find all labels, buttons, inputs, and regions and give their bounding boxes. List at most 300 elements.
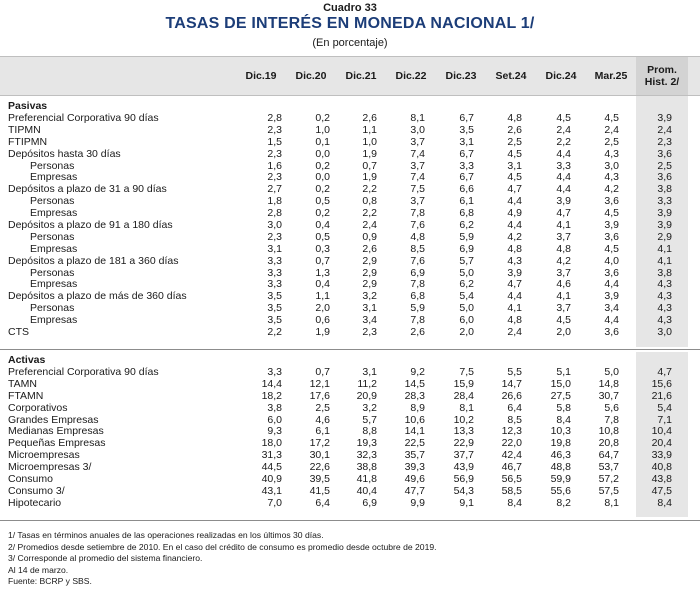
table-row: [0, 486, 700, 498]
cell-value: 1,5: [267, 135, 282, 148]
cell-value: 0,7: [315, 366, 330, 378]
row-label: Empresas: [30, 314, 78, 327]
row-label: Medianas Empresas: [8, 425, 104, 438]
row-label: Empresas: [30, 171, 78, 184]
cell-value: 8,8: [362, 425, 377, 438]
table-number: Cuadro 33: [323, 2, 377, 14]
row-label: Personas: [30, 230, 75, 243]
cell-prom-hist: 3,3: [657, 195, 672, 208]
cell-value: 4,0: [604, 254, 619, 267]
cell-value: 0,1: [315, 135, 330, 148]
cell-value: 4,7: [556, 207, 571, 220]
cell-value: 57,5: [598, 484, 619, 497]
cell-value: 3,7: [410, 159, 425, 172]
cell-value: 3,5: [267, 290, 282, 303]
cell-value: 17,6: [309, 389, 330, 402]
cell-value: 6,2: [459, 278, 474, 291]
cell-value: 41,8: [356, 473, 377, 486]
cell-value: 2,5: [604, 135, 619, 148]
cell-value: 44,5: [261, 461, 282, 474]
cell-value: 9,9: [410, 496, 425, 509]
cell-value: 6,1: [315, 425, 330, 438]
cell-prom-hist: 8,4: [657, 496, 672, 509]
cell-value: 2,3: [267, 230, 282, 243]
cell-value: 55,6: [550, 484, 571, 497]
row-label: Personas: [30, 195, 75, 208]
cell-value: 12,1: [309, 377, 330, 390]
cell-value: 6,7: [459, 171, 474, 184]
cell-value: 4,5: [556, 314, 571, 327]
cell-value: 3,6: [604, 195, 619, 208]
cell-value: 7,8: [410, 207, 425, 220]
cell-value: 10,8: [598, 425, 619, 438]
cell-value: 3,7: [556, 302, 571, 315]
cell-value: 2,4: [556, 123, 571, 136]
cell-value: 30,1: [309, 449, 330, 462]
cell-value: 6,4: [315, 496, 330, 509]
cell-value: 35,7: [404, 449, 425, 462]
cell-value: 4,2: [556, 254, 571, 267]
cell-value: 38,8: [356, 461, 377, 474]
cell-value: 8,9: [410, 401, 425, 414]
cell-value: 0,2: [315, 183, 330, 196]
cell-value: 7,5: [410, 183, 425, 196]
cell-value: 3,3: [556, 159, 571, 172]
cell-value: 22,5: [404, 437, 425, 450]
cell-value: 10,2: [453, 413, 474, 426]
cell-value: 4,3: [604, 147, 619, 160]
cell-value: 40,4: [356, 484, 377, 497]
table-row: [0, 450, 700, 462]
cell-value: 3,0: [267, 219, 282, 232]
cell-value: 1,9: [362, 171, 377, 184]
cell-value: 43,9: [453, 461, 474, 474]
cell-value: 56,5: [501, 473, 522, 486]
row-label: TIPMN: [8, 123, 41, 136]
column-header: Dic.19: [245, 70, 277, 82]
table-body-pasivas: [0, 113, 700, 339]
cell-value: 2,9: [362, 254, 377, 267]
cell-value: 22,0: [501, 437, 522, 450]
cell-prom-hist: 4,3: [657, 314, 672, 327]
row-label: Personas: [30, 159, 75, 172]
table-row: [0, 184, 700, 196]
row-label: FTAMN: [8, 389, 44, 402]
table-row: [0, 256, 700, 268]
row-label: Empresas: [30, 278, 78, 291]
cell-value: 6,0: [459, 314, 474, 327]
cell-value: 4,6: [315, 413, 330, 426]
cell-value: 5,0: [604, 366, 619, 378]
section-divider: [0, 349, 700, 350]
table-row: [0, 161, 700, 173]
column-header-row: [0, 56, 700, 96]
cell-prom-hist: 3,0: [657, 326, 672, 339]
cell-value: 1,0: [362, 135, 377, 148]
cell-value: 0,5: [315, 195, 330, 208]
cell-value: 5,7: [459, 254, 474, 267]
cell-value: 4,8: [556, 242, 571, 255]
cell-value: 4,5: [604, 207, 619, 220]
cell-value: 0,9: [362, 230, 377, 243]
cell-value: 7,0: [267, 496, 282, 509]
cell-prom-hist: 2,3: [657, 135, 672, 148]
footnotes: [8, 530, 437, 588]
cell-value: 18,2: [261, 389, 282, 402]
footnote: Fuente: BCRP y SBS.: [8, 576, 92, 587]
cell-value: 7,6: [410, 219, 425, 232]
cell-value: 4,2: [507, 230, 522, 243]
cell-value: 6,2: [459, 219, 474, 232]
cell-value: 46,3: [550, 449, 571, 462]
cell-value: 2,0: [459, 326, 474, 339]
cell-value: 3,1: [362, 366, 377, 378]
cell-value: 1,1: [362, 123, 377, 136]
table-row: [0, 379, 700, 391]
cell-value: 4,5: [507, 147, 522, 160]
cell-prom-hist: 3,9: [657, 207, 672, 220]
table-row: [0, 268, 700, 280]
cell-value: 3,1: [459, 135, 474, 148]
cell-value: 5,0: [459, 266, 474, 279]
cell-value: 2,4: [507, 326, 522, 339]
cell-prom-hist: 2,5: [657, 159, 672, 172]
row-label: TAMN: [8, 377, 37, 390]
cell-value: 2,2: [362, 183, 377, 196]
cell-value: 11,2: [357, 377, 377, 390]
section-title-activas: Activas: [8, 354, 46, 366]
cell-value: 26,6: [501, 389, 522, 402]
cell-value: 3,9: [556, 195, 571, 208]
cell-value: 4,3: [604, 171, 619, 184]
cell-value: 3,9: [604, 219, 619, 232]
cell-value: 4,8: [507, 112, 522, 124]
cell-value: 4,8: [410, 230, 425, 243]
cell-value: 4,7: [507, 278, 522, 291]
table-row: [0, 137, 700, 149]
cell-value: 58,5: [501, 484, 522, 497]
footnote: 2/ Promedios desde setiembre de 2010. En el caso del crédito de consumo es promedio desde octubre de 2019.: [8, 541, 437, 552]
cell-value: 15,9: [453, 377, 474, 390]
cell-value: 4,5: [604, 242, 619, 255]
column-header: Set.24: [495, 70, 527, 82]
cell-value: 41,5: [309, 484, 330, 497]
column-header: Dic.24: [545, 70, 577, 82]
table-row: [0, 244, 700, 256]
cell-value: 4,5: [556, 112, 571, 124]
cell-value: 3,1: [507, 159, 522, 172]
cell-value: 0,7: [362, 159, 377, 172]
prom-header-line2: Hist. 2/: [644, 76, 680, 88]
cell-value: 3,6: [604, 230, 619, 243]
cell-value: 2,0: [556, 326, 571, 339]
cell-value: 0,3: [315, 242, 330, 255]
table-row: [0, 462, 700, 474]
cell-value: 17,2: [309, 437, 330, 450]
cell-value: 4,9: [507, 207, 522, 220]
row-label: Hipotecario: [8, 496, 62, 509]
cell-prom-hist: 43,8: [651, 473, 672, 486]
cell-prom-hist: 47,5: [651, 484, 672, 497]
cell-value: 3,5: [267, 302, 282, 315]
table-row: [0, 367, 700, 379]
cell-value: 14,5: [404, 377, 425, 390]
cell-value: 3,3: [267, 254, 282, 267]
table-row: [0, 232, 700, 244]
cell-value: 2,3: [362, 326, 377, 339]
cell-value: 2,5: [507, 135, 522, 148]
cell-value: 6,8: [459, 207, 474, 220]
cell-value: 5,6: [604, 401, 619, 414]
cell-value: 4,5: [604, 112, 619, 124]
cell-value: 2,6: [362, 112, 377, 124]
cell-prom-hist: 2,9: [657, 230, 672, 243]
cell-value: 28,3: [404, 389, 425, 402]
page-title: TASAS DE INTERÉS EN MONEDA NACIONAL 1/: [165, 15, 535, 32]
column-header: Dic.21: [345, 70, 377, 82]
row-label: Empresas: [30, 207, 78, 220]
cell-value: 4,4: [556, 147, 571, 160]
cell-value: 6,6: [459, 183, 474, 196]
cell-prom-hist: 3,9: [657, 112, 672, 124]
row-label: Consumo 3/: [8, 484, 65, 497]
cell-value: 54,3: [453, 484, 474, 497]
cell-value: 0,5: [315, 230, 330, 243]
cell-value: 8,2: [556, 496, 571, 509]
section-title-pasivas: Pasivas: [8, 100, 48, 112]
cell-prom-hist: 20,4: [651, 437, 672, 450]
cell-value: 9,1: [459, 496, 474, 509]
row-label: Corporativos: [8, 401, 68, 414]
cell-value: 14,8: [598, 377, 619, 390]
row-label: FTIPMN: [8, 135, 48, 148]
cell-value: 2,3: [267, 147, 282, 160]
cell-value: 2,6: [410, 326, 425, 339]
cell-value: 18,0: [261, 437, 282, 450]
cell-value: 57,2: [598, 473, 619, 486]
cell-value: 2,0: [315, 302, 330, 315]
cell-value: 28,4: [453, 389, 474, 402]
cell-value: 6,4: [507, 401, 522, 414]
cell-value: 3,2: [362, 290, 377, 303]
cell-value: 4,4: [556, 171, 571, 184]
cell-value: 3,6: [604, 266, 619, 279]
cell-value: 7,8: [410, 314, 425, 327]
cell-value: 10,3: [550, 425, 571, 438]
row-label: Preferencial Corporativa 90 días: [8, 366, 159, 378]
page-subtitle: (En porcentaje): [312, 37, 388, 49]
cell-prom-hist: 10,4: [651, 425, 672, 438]
cell-value: 6,7: [459, 147, 474, 160]
cell-value: 40,9: [261, 473, 282, 486]
cell-value: 2,7: [267, 183, 282, 196]
cell-value: 3,7: [410, 135, 425, 148]
cell-value: 22,9: [453, 437, 474, 450]
cell-value: 8,1: [459, 401, 474, 414]
cell-value: 0,0: [315, 147, 330, 160]
table-row: [0, 426, 700, 438]
cell-prom-hist: 4,3: [657, 290, 672, 303]
row-label: Preferencial Corporativa 90 días: [8, 112, 159, 124]
cell-value: 3,1: [362, 302, 377, 315]
cell-value: 0,8: [362, 195, 377, 208]
cell-value: 4,2: [604, 183, 619, 196]
cell-value: 4,4: [507, 290, 522, 303]
table-row: [0, 315, 700, 327]
cell-value: 32,3: [356, 449, 377, 462]
table-bottom-border: [0, 520, 700, 521]
column-header: Mar.25: [594, 70, 628, 82]
cell-value: 3,3: [267, 278, 282, 291]
row-label: Depósitos a plazo de más de 360 días: [8, 290, 187, 303]
cell-value: 0,6: [315, 314, 330, 327]
table-row: [0, 391, 700, 403]
table-body-activas: [0, 367, 700, 510]
cell-prom-hist: 3,9: [657, 219, 672, 232]
cell-value: 4,4: [604, 278, 619, 291]
footnote: 3/ Corresponde al promedio del sistema financiero.: [8, 553, 203, 564]
column-header: Dic.20: [295, 70, 327, 82]
cell-value: 3,0: [410, 123, 425, 136]
table-row: [0, 291, 700, 303]
table-row: [0, 403, 700, 415]
cell-prom-hist: 4,1: [657, 242, 672, 255]
cell-value: 2,9: [362, 266, 377, 279]
table-row: [0, 149, 700, 161]
cell-value: 2,4: [604, 123, 619, 136]
cell-prom-hist: 3,6: [657, 147, 672, 160]
cell-value: 7,8: [604, 413, 619, 426]
cell-value: 4,8: [507, 242, 522, 255]
cell-value: 4,4: [604, 314, 619, 327]
cell-prom-hist: 33,9: [651, 449, 672, 462]
cell-value: 31,3: [261, 449, 282, 462]
cell-prom-hist: 3,8: [657, 266, 672, 279]
row-label: Depósitos a plazo de 181 a 360 días: [8, 254, 179, 267]
cell-prom-hist: 5,4: [657, 401, 672, 414]
cell-value: 22,6: [309, 461, 330, 474]
cell-prom-hist: 7,1: [657, 413, 672, 426]
cell-value: 4,4: [556, 183, 571, 196]
cell-value: 2,9: [362, 278, 377, 291]
cell-value: 6,7: [459, 112, 474, 124]
cell-value: 14,7: [501, 377, 522, 390]
cell-value: 3,4: [362, 314, 377, 327]
cell-value: 2,4: [362, 219, 377, 232]
row-label: Personas: [30, 302, 75, 315]
cell-value: 6,9: [362, 496, 377, 509]
row-label: Consumo: [8, 473, 53, 486]
cell-value: 0,2: [315, 112, 330, 124]
cell-value: 0,7: [315, 254, 330, 267]
cell-value: 15,0: [550, 377, 571, 390]
cell-value: 3,1: [267, 242, 282, 255]
table-row: [0, 196, 700, 208]
cell-value: 1,9: [315, 326, 330, 339]
cell-prom-hist: 3,6: [657, 171, 672, 184]
cell-value: 0,2: [315, 207, 330, 220]
footnote: 1/ Tasas en términos anuales de las operaciones realizadas en los últimos 30 días.: [8, 530, 324, 540]
column-header-prom: [636, 57, 688, 95]
cell-prom-hist: 2,4: [657, 123, 672, 136]
table-row: [0, 438, 700, 450]
cell-value: 8,4: [507, 496, 522, 509]
cell-prom-hist: 21,6: [651, 389, 672, 402]
cell-value: 1,9: [362, 147, 377, 160]
cell-value: 8,1: [410, 112, 425, 124]
cell-value: 4,4: [507, 219, 522, 232]
cell-value: 6,8: [410, 290, 425, 303]
cell-value: 2,8: [267, 207, 282, 220]
column-header: Dic.23: [445, 70, 477, 82]
cell-value: 1,6: [267, 159, 282, 172]
cell-value: 7,5: [459, 366, 474, 378]
table-row: [0, 113, 700, 125]
cell-value: 3,7: [410, 195, 425, 208]
cell-value: 7,4: [410, 171, 425, 184]
cell-value: 3,3: [459, 159, 474, 172]
row-label: Pequeñas Empresas: [8, 437, 106, 450]
cell-value: 39,3: [404, 461, 425, 474]
cell-value: 2,2: [556, 135, 571, 148]
cell-value: 3,4: [604, 302, 619, 315]
cell-value: 2,6: [507, 123, 522, 136]
cell-value: 49,6: [404, 473, 425, 486]
cell-value: 8,5: [410, 242, 425, 255]
cell-value: 9,3: [267, 425, 282, 438]
cell-value: 48,8: [550, 461, 571, 474]
cell-value: 1,1: [315, 290, 330, 303]
cell-value: 5,9: [459, 230, 474, 243]
cell-value: 3,6: [604, 326, 619, 339]
cell-value: 53,7: [598, 461, 619, 474]
cell-value: 0,4: [315, 219, 330, 232]
cell-value: 5,5: [507, 366, 522, 378]
cell-value: 1,8: [267, 195, 282, 208]
cell-prom-hist: 15,6: [651, 377, 672, 390]
table-row: [0, 303, 700, 315]
row-label: CTS: [8, 326, 29, 339]
cell-value: 2,5: [315, 401, 330, 414]
cell-value: 4,3: [507, 254, 522, 267]
cell-prom-hist: 3,8: [657, 183, 672, 196]
cell-value: 37,7: [453, 449, 474, 462]
cell-value: 3,2: [362, 401, 377, 414]
cell-value: 13,3: [453, 425, 474, 438]
table-row: [0, 220, 700, 232]
cell-value: 3,3: [267, 366, 282, 378]
cell-value: 7,8: [410, 278, 425, 291]
cell-value: 47,7: [404, 484, 425, 497]
cell-value: 0,0: [315, 171, 330, 184]
cell-value: 3,7: [556, 230, 571, 243]
cell-prom-hist: 4,1: [657, 254, 672, 267]
cell-value: 4,7: [507, 183, 522, 196]
cell-value: 1,0: [315, 123, 330, 136]
column-header: Dic.22: [395, 70, 427, 82]
cell-value: 14,4: [261, 377, 282, 390]
table-row: [0, 125, 700, 137]
cell-value: 6,9: [410, 266, 425, 279]
cell-value: 42,4: [501, 449, 522, 462]
cell-value: 3,3: [267, 266, 282, 279]
cell-value: 5,9: [410, 302, 425, 315]
cell-value: 8,1: [604, 496, 619, 509]
cell-value: 5,7: [362, 413, 377, 426]
cell-value: 20,8: [598, 437, 619, 450]
cell-value: 4,8: [507, 314, 522, 327]
row-label: Depósitos a plazo de 31 a 90 días: [8, 183, 167, 196]
